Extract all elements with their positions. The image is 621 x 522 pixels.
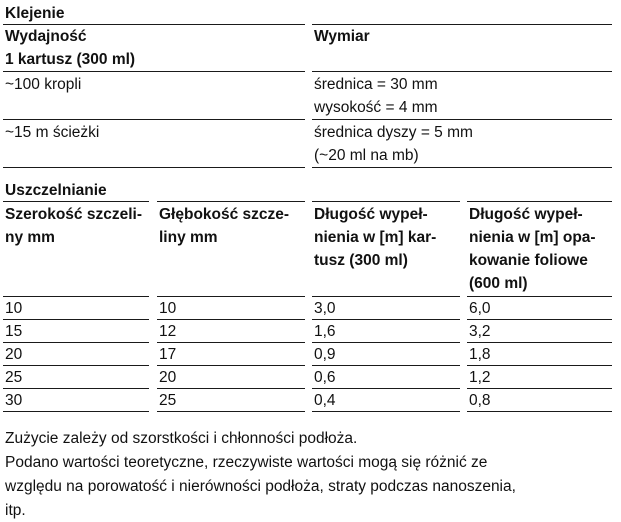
dimension-value: (~20 ml na mb) [314,147,419,164]
divider [467,201,612,202]
depth-header-line1: Głębokość szcze- [159,206,290,223]
divider [3,201,149,202]
divider [157,411,305,412]
yield-header-line1: Wydajność [5,28,87,45]
dimension-value: średnica dyszy = 5 mm [314,124,473,141]
yield-value: ~15 m ścieżki [5,124,100,141]
yield-value: ~100 kropli [5,76,82,93]
divider [3,296,149,297]
divider [312,167,612,168]
width-value: 20 [5,346,23,363]
foil-length-header-line1: Długość wypeł- [469,206,583,223]
divider [3,388,149,389]
depth-value: 17 [159,346,177,363]
width-header-line1: Szerokość szczeli- [5,206,142,223]
foil-length-value: 1,8 [469,346,491,363]
foil-length-value: 3,2 [469,323,491,340]
divider [3,71,305,72]
cartridge-length-header-line1: Długość wypeł- [314,206,428,223]
depth-value: 20 [159,369,177,386]
divider [467,411,612,412]
depth-value: 12 [159,323,177,340]
divider [157,201,305,202]
divider [312,119,612,120]
width-value: 25 [5,369,23,386]
divider [3,411,149,412]
cartridge-length-header-line3: tusz (300 ml) [314,252,408,269]
foil-length-value: 0,8 [469,392,491,409]
note-line: itp. [5,502,26,519]
cartridge-length-value: 3,0 [314,300,336,317]
cartridge-length-value: 0,9 [314,346,336,363]
divider [312,411,460,412]
divider [3,167,305,168]
cartridge-length-value: 0,6 [314,369,336,386]
divider [157,319,305,320]
divider [157,365,305,366]
divider [3,342,149,343]
foil-length-header-line4: (600 ml) [469,275,528,292]
note-line: Podano wartości teoretyczne, rzeczywiste wartości mogą się różnić ze [5,454,488,471]
depth-value: 25 [159,392,177,409]
foil-length-header-line2: nienia w [m] opa- [469,229,596,246]
sealing-title: Uszczelnianie [5,182,107,199]
depth-header-line2: liny mm [159,229,218,246]
yield-header-line2: 1 kartusz (300 ml) [5,51,136,68]
width-header-line2: ny mm [5,229,55,246]
divider [3,119,305,120]
foil-length-value: 6,0 [469,300,491,317]
cartridge-length-value: 1,6 [314,323,336,340]
note-line: względu na porowatość i nierówności podłoża, straty podczas nanoszenia, [5,478,516,495]
note-line: Zużycie zależy od szorstkości i chłonności podłoża. [5,430,358,447]
foil-length-value: 1,2 [469,369,491,386]
width-value: 10 [5,300,23,317]
width-value: 15 [5,323,23,340]
divider [312,201,460,202]
dimension-value: wysokość = 4 mm [314,99,438,116]
dimension-header: Wymiar [314,28,370,45]
divider [312,71,612,72]
cartridge-length-value: 0,4 [314,392,336,409]
depth-value: 10 [159,300,177,317]
cartridge-length-header-line2: nienia w [m] kar- [314,229,437,246]
gluing-title: Klejenie [5,5,65,22]
divider [157,296,305,297]
dimension-value: średnica = 30 mm [314,76,438,93]
divider [157,388,305,389]
width-value: 30 [5,392,23,409]
divider [3,319,149,320]
divider [3,365,149,366]
foil-length-header-line3: kowanie foliowe [469,252,588,269]
divider [157,342,305,343]
